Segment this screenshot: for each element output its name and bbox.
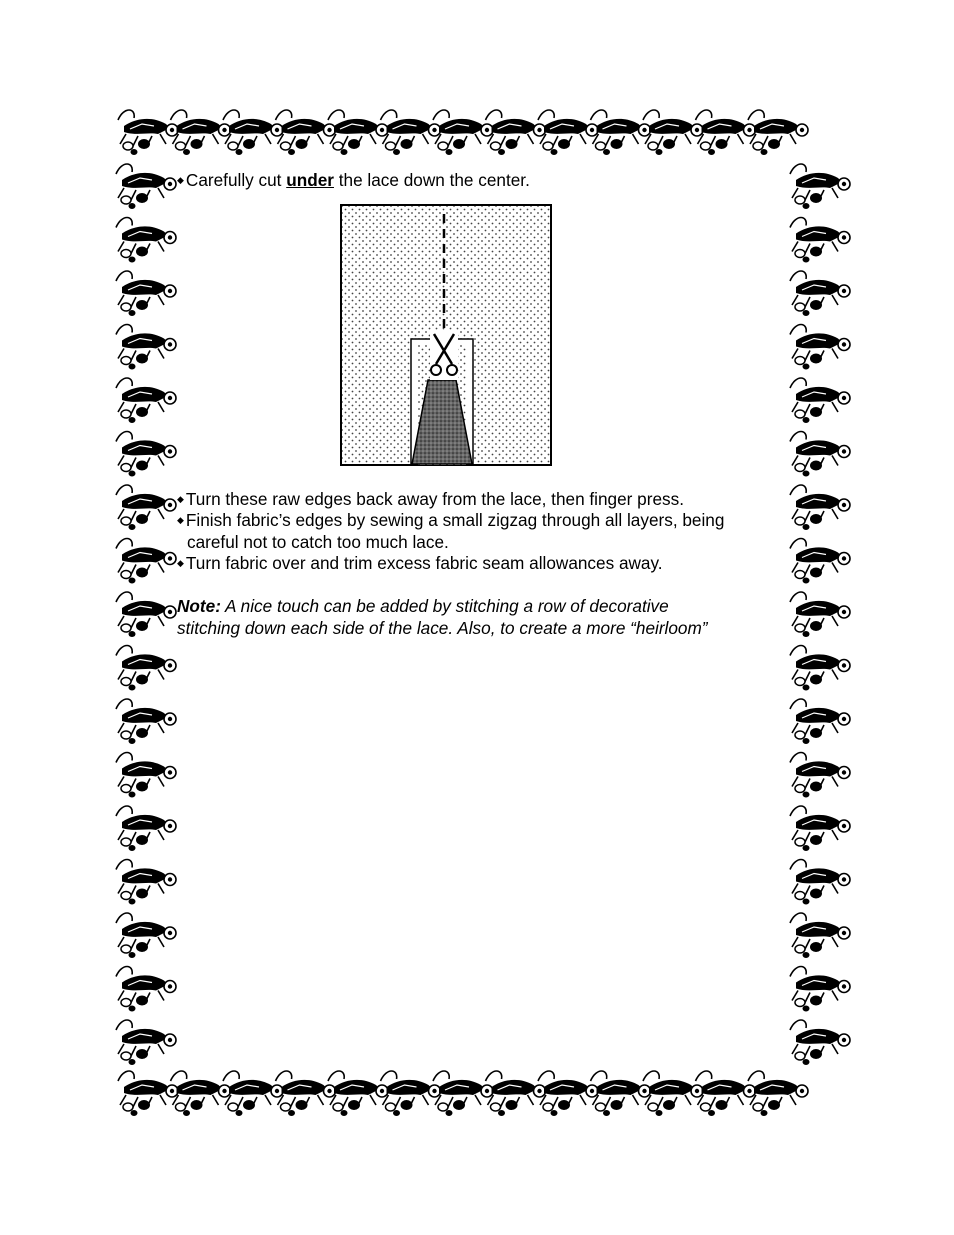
step-text: Finish fabric’s edges by sewing a small zigzag through all layers, being xyxy=(185,510,725,530)
ant-motif-icon xyxy=(790,271,850,316)
ant-motif-icon xyxy=(276,110,336,155)
step-cut-under xyxy=(177,169,530,191)
emphasis-under: under xyxy=(286,170,334,190)
ant-motif-icon xyxy=(748,1071,808,1116)
ant-motif-icon xyxy=(591,1071,651,1116)
ant-motif-icon xyxy=(790,646,850,691)
diamond-bullet-icon: ◆ xyxy=(177,175,184,185)
ant-motif-icon xyxy=(790,1020,850,1065)
ant-motif-icon xyxy=(116,806,176,851)
ant-motif-icon xyxy=(116,860,176,905)
step-text: careful not to catch too much lace. xyxy=(187,532,449,552)
ant-motif-icon xyxy=(328,1071,388,1116)
ant-motif-icon xyxy=(116,592,176,637)
ant-motif-icon xyxy=(276,1071,336,1116)
ant-motif-icon xyxy=(116,271,176,316)
ant-motif-icon xyxy=(171,1071,231,1116)
ant-motif-icon xyxy=(790,967,850,1012)
ant-motif-icon xyxy=(486,110,546,155)
note-line-2 xyxy=(177,617,708,639)
ant-motif-icon xyxy=(790,592,850,637)
ant-motif-icon xyxy=(591,110,651,155)
diamond-bullet-icon: ◆ xyxy=(177,494,184,504)
diamond-bullet-icon: ◆ xyxy=(177,515,184,525)
ant-motif-icon xyxy=(538,1071,598,1116)
ant-motif-icon xyxy=(116,218,176,263)
ant-motif-icon xyxy=(790,539,850,584)
ant-motif-icon xyxy=(748,110,808,155)
ant-motif-icon xyxy=(116,325,176,370)
step-zigzag xyxy=(177,509,724,531)
ant-motif-icon xyxy=(116,1020,176,1065)
step-text: Carefully cut xyxy=(185,170,287,190)
ant-motif-icon xyxy=(118,1071,178,1116)
ant-motif-icon xyxy=(790,432,850,477)
step-text: Turn fabric over and trim excess fabric seam allowances away. xyxy=(185,553,663,573)
step-trim xyxy=(177,552,663,574)
ant-motif-icon xyxy=(790,164,850,209)
note-text: A nice touch can be added by stitching a row of decorative xyxy=(220,596,669,616)
step-text: Turn these raw edges back away from the lace, then finger press. xyxy=(185,489,684,509)
diamond-bullet-icon: ◆ xyxy=(177,558,184,568)
ant-motif-icon xyxy=(223,1071,283,1116)
ant-motif-icon xyxy=(433,1071,493,1116)
ant-motif-icon xyxy=(381,110,441,155)
ant-motif-icon xyxy=(116,164,176,209)
step-text-end: the lace down the center. xyxy=(333,170,530,190)
ant-motif-icon xyxy=(116,539,176,584)
ant-motif-icon xyxy=(643,110,703,155)
ant-motif-icon xyxy=(790,218,850,263)
ant-motif-icon xyxy=(116,378,176,423)
scissors-icon xyxy=(430,330,458,380)
note-label: Note: xyxy=(177,596,221,616)
ant-motif-icon xyxy=(328,110,388,155)
ant-motif-icon xyxy=(790,913,850,958)
ant-motif-icon xyxy=(433,110,493,155)
ant-motif-icon xyxy=(538,110,598,155)
ant-motif-icon xyxy=(790,325,850,370)
cutting-diagram xyxy=(340,204,552,466)
ant-motif-icon xyxy=(116,967,176,1012)
ant-motif-icon xyxy=(790,378,850,423)
ant-motif-icon xyxy=(116,432,176,477)
lace-cut-illustration xyxy=(340,204,552,466)
ant-motif-icon xyxy=(116,646,176,691)
ant-motif-icon xyxy=(116,913,176,958)
ant-motif-icon xyxy=(116,485,176,530)
ant-motif-icon xyxy=(486,1071,546,1116)
ant-motif-icon xyxy=(790,485,850,530)
ant-motif-icon xyxy=(223,110,283,155)
note-text: stitching down each side of the lace. Also, to create a more “heirloom” xyxy=(177,618,708,638)
ant-motif-icon xyxy=(790,860,850,905)
ant-motif-icon xyxy=(116,699,176,744)
ant-motif-icon xyxy=(643,1071,703,1116)
step-zigzag-continued xyxy=(187,531,449,553)
note-line-1 xyxy=(177,595,669,617)
ant-motif-icon xyxy=(116,753,176,798)
ant-motif-icon xyxy=(696,1071,756,1116)
step-turn-edges xyxy=(177,488,684,510)
ant-motif-icon xyxy=(696,110,756,155)
ant-motif-icon xyxy=(171,110,231,155)
ant-motif-icon xyxy=(381,1071,441,1116)
ant-motif-icon xyxy=(118,110,178,155)
ant-motif-icon xyxy=(790,753,850,798)
ant-motif-icon xyxy=(790,699,850,744)
ant-motif-icon xyxy=(790,806,850,851)
